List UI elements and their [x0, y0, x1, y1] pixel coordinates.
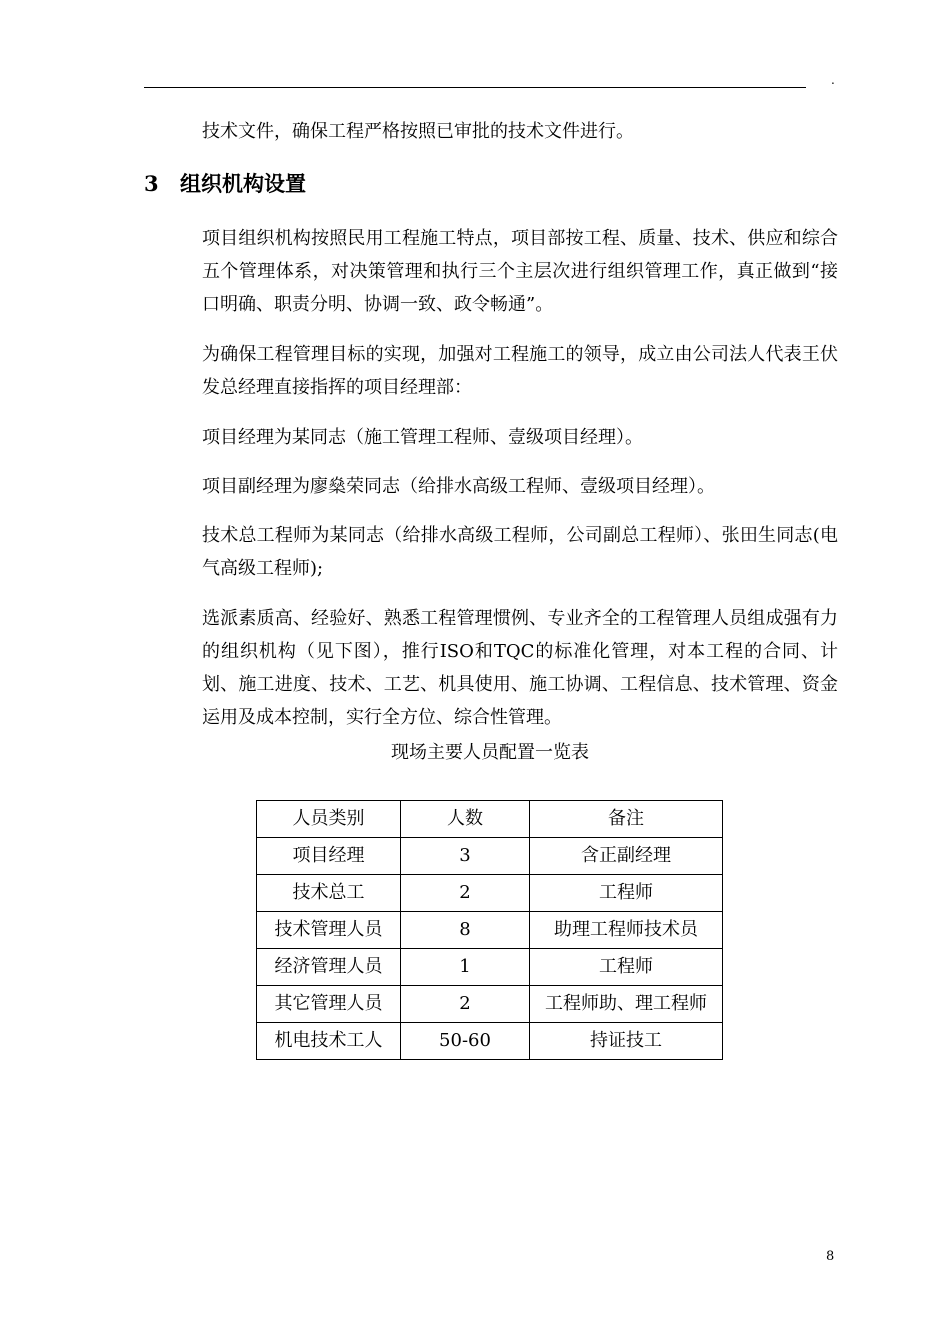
- table-cell: 1: [401, 949, 530, 986]
- paragraph-continuation: 技术文件，确保工程严格按照已审批的技术文件进行。: [202, 121, 634, 142]
- section-heading: [144, 168, 306, 200]
- table-header-row: [257, 801, 723, 838]
- paragraph-project-manager: 项目经理为某同志（施工管理工程师、壹级项目经理）。: [202, 427, 643, 448]
- table-cell: 2: [401, 986, 530, 1023]
- staff-table: [256, 800, 723, 1060]
- page-number: 8: [826, 1249, 835, 1264]
- paragraph-org-structure: 项目组织机构按照民用工程施工特点，项目部按工程、质量、技术、供应和综合五个管理体系，对决策管理和执行三个主层次进行组织管理工作，真正做到“接口明确、职责分明、协调一致、政令畅通”。: [202, 228, 838, 315]
- table-cell: 机电技术工人: [257, 1023, 401, 1060]
- section-title: 组织机构设置: [180, 171, 306, 196]
- header-dot: .: [831, 73, 835, 87]
- table-cell: 经济管理人员: [257, 949, 401, 986]
- table-cell: 工程师: [530, 949, 723, 986]
- table-header-cell: 人员类别: [257, 801, 401, 838]
- table-title: 现场主要人员配置一览表: [391, 742, 589, 763]
- table-cell: 工程师助、理工程师: [530, 986, 723, 1023]
- table-row: [257, 1023, 723, 1060]
- table-row: [257, 912, 723, 949]
- table-cell: 技术总工: [257, 875, 401, 912]
- header-rule: [144, 87, 806, 88]
- table-cell: 3: [401, 838, 530, 875]
- table-cell: 工程师: [530, 875, 723, 912]
- table-cell: 技术管理人员: [257, 912, 401, 949]
- table-row: [257, 875, 723, 912]
- paragraph-management-goal: 为确保工程管理目标的实现，加强对工程施工的领导，成立由公司法人代表王伏发总经理直接指挥的项目经理部：: [202, 344, 838, 398]
- table-cell: 50-60: [401, 1023, 530, 1060]
- table-cell: 8: [401, 912, 530, 949]
- table-row: [257, 949, 723, 986]
- table-header-cell: 人数: [401, 801, 530, 838]
- table-cell: 含正副经理: [530, 838, 723, 875]
- table-row: [257, 838, 723, 875]
- table-cell: 2: [401, 875, 530, 912]
- table-cell: 助理工程师技术员: [530, 912, 723, 949]
- table-cell: 其它管理人员: [257, 986, 401, 1023]
- paragraph-deputy-manager: 项目副经理为廖燊荣同志（给排水高级工程师、壹级项目经理）。: [202, 476, 715, 497]
- table-header-cell: 备注: [530, 801, 723, 838]
- paragraph-chief-engineer: 技术总工程师为某同志（给排水高级工程师，公司副总工程师）、张田生同志(电气高级工程师);: [202, 525, 838, 579]
- table-row: [257, 986, 723, 1023]
- table-cell: 项目经理: [257, 838, 401, 875]
- table-cell: 持证技工: [530, 1023, 723, 1060]
- paragraph-staffing: 选派素质高、经验好、熟悉工程管理惯例、专业齐全的工程管理人员组成强有力的组织机构（见下图），推行ISO和TQC的标准化管理，对本工程的合同、计划、施工进度、技术、工艺、机具使用、施工协调、工程信息、技术管理、资金运用及成本控制，实行全方位、综合性管理。: [202, 608, 838, 728]
- section-number: 3: [144, 171, 159, 196]
